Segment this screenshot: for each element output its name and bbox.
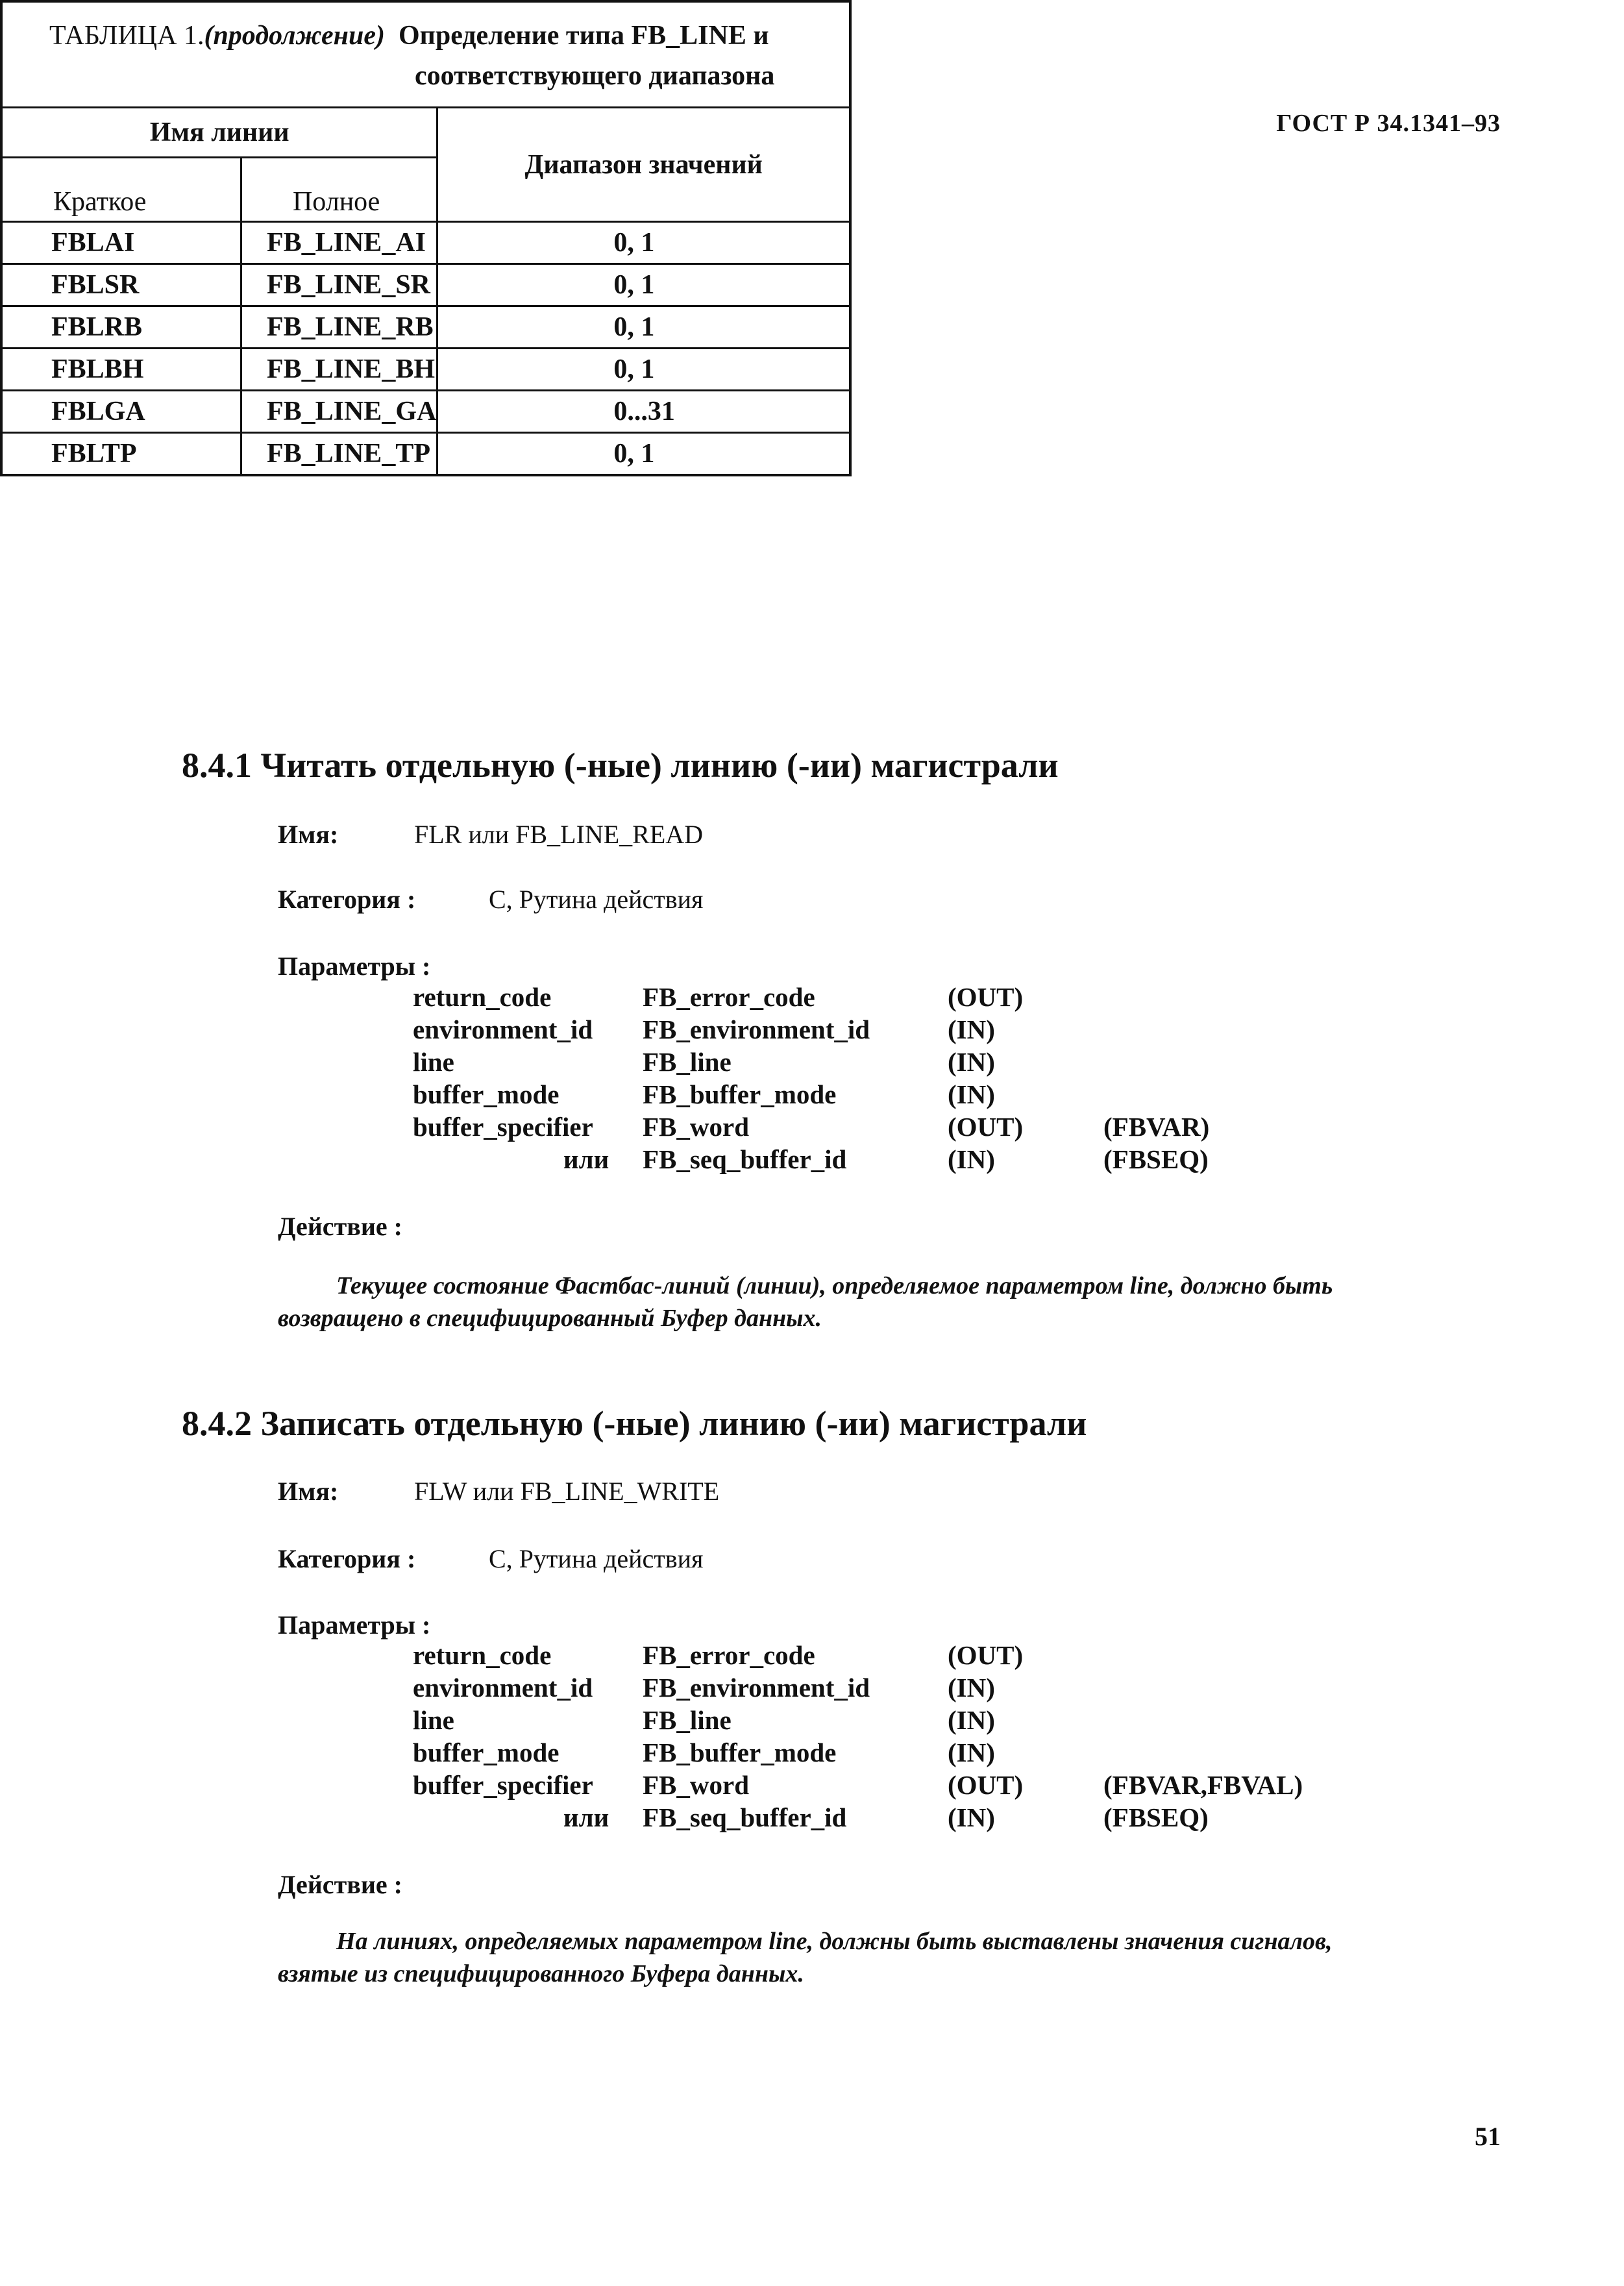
param-name: или bbox=[563, 1802, 609, 1832]
cell-short: FBLAI bbox=[1, 222, 241, 264]
params-label: Параметры : bbox=[278, 1610, 431, 1640]
param-direction: (OUT) bbox=[948, 1112, 1024, 1142]
param-direction: (IN) bbox=[948, 1705, 995, 1735]
param-type: FB_line bbox=[643, 1047, 732, 1077]
params-label: Параметры : bbox=[278, 952, 431, 981]
name-row bbox=[278, 1476, 720, 1506]
col-short-header: Краткое bbox=[1, 158, 241, 222]
param-name: return_code bbox=[413, 982, 552, 1012]
category-row bbox=[278, 1543, 704, 1574]
param-name: buffer_specifier bbox=[413, 1770, 593, 1800]
cell-range: 0, 1 bbox=[437, 349, 850, 391]
param-direction: (IN) bbox=[948, 1802, 995, 1832]
cell-range: 0, 1 bbox=[437, 433, 850, 476]
col-range-header: Диапазон значений bbox=[437, 108, 850, 222]
caption-title-line1: Определение типа FB_LINE и bbox=[398, 21, 769, 51]
action-line: взятые из специфицированного Буфера данных. bbox=[278, 1960, 804, 1987]
param-name: environment_id bbox=[413, 1014, 593, 1044]
col-full-header: Полное bbox=[241, 158, 437, 222]
param-name: line bbox=[413, 1705, 454, 1735]
param-name: или bbox=[563, 1144, 609, 1174]
caption-title-line2: соответствующего диапазона bbox=[415, 61, 775, 91]
param-type: FB_environment_id bbox=[643, 1673, 870, 1702]
param-direction: (OUT) bbox=[948, 1640, 1024, 1670]
table-row bbox=[1, 349, 850, 391]
param-direction: (IN) bbox=[948, 1079, 995, 1109]
caption-prefix: ТАБЛИЦА 1. bbox=[49, 21, 204, 51]
action-description bbox=[278, 1925, 1511, 1990]
param-direction: (IN) bbox=[948, 1738, 995, 1767]
action-line: Текущее состояние Фастбас-линий (линии), определяемое параметром line, должно быть bbox=[336, 1272, 1333, 1299]
page-number: 51 bbox=[1475, 2122, 1501, 2151]
cell-range: 0...31 bbox=[437, 391, 850, 433]
col-group-header: Имя линии bbox=[1, 108, 437, 158]
param-type: FB_line bbox=[643, 1705, 732, 1735]
param-direction: (IN) bbox=[948, 1047, 995, 1077]
param-direction: (OUT) bbox=[948, 982, 1024, 1012]
caption-continuation: (продолжение) bbox=[204, 21, 385, 51]
table-row bbox=[1, 306, 850, 349]
param-extra: (FBVAR) bbox=[1103, 1112, 1210, 1142]
action-label: Действие : bbox=[278, 1212, 402, 1241]
param-name: buffer_mode bbox=[413, 1079, 560, 1109]
param-type: FB_environment_id bbox=[643, 1014, 870, 1044]
category-label: Категория : bbox=[278, 885, 416, 914]
param-name: environment_id bbox=[413, 1673, 593, 1702]
cell-range: 0, 1 bbox=[437, 306, 850, 349]
param-type: FB_buffer_mode bbox=[643, 1079, 837, 1109]
param-name: buffer_mode bbox=[413, 1738, 560, 1767]
category-label: Категория : bbox=[278, 1544, 416, 1573]
cell-short: FBLGA bbox=[1, 391, 241, 433]
cell-range: 0, 1 bbox=[437, 264, 850, 306]
category-value: С, Рутина действия bbox=[489, 885, 704, 914]
table-row bbox=[1, 222, 850, 264]
param-name: return_code bbox=[413, 1640, 552, 1670]
name-label: Имя: bbox=[278, 1477, 339, 1506]
category-value: С, Рутина действия bbox=[489, 1544, 704, 1573]
param-direction: (IN) bbox=[948, 1673, 995, 1702]
cell-range: 0, 1 bbox=[437, 222, 850, 264]
table-row bbox=[1, 264, 850, 306]
param-type: FB_word bbox=[643, 1770, 749, 1800]
cell-full: FB_LINE_SR bbox=[241, 264, 437, 306]
cell-short: FBLRB bbox=[1, 306, 241, 349]
action-label: Действие : bbox=[278, 1870, 402, 1899]
param-extra: (FBVAR,FBVAL) bbox=[1103, 1770, 1303, 1800]
cell-full: FB_LINE_RB bbox=[241, 306, 437, 349]
table-caption bbox=[1, 1, 850, 108]
param-name: line bbox=[413, 1047, 454, 1077]
section-heading: 8.4.2 Записать отдельную (-ные) линию (-ии) магистрали bbox=[182, 1404, 1087, 1443]
document-id-header: ГОСТ Р 34.1341–93 bbox=[1276, 110, 1501, 137]
cell-short: FBLTP bbox=[1, 433, 241, 476]
action-line: На линиях, определяемых параметром line, должны быть выставлены значения сигналов, bbox=[336, 1928, 1333, 1955]
name-label: Имя: bbox=[278, 820, 339, 849]
cell-short: FBLSR bbox=[1, 264, 241, 306]
table-row bbox=[1, 433, 850, 476]
line-type-table bbox=[0, 0, 852, 476]
param-extra: (FBSEQ) bbox=[1103, 1802, 1209, 1832]
param-extra: (FBSEQ) bbox=[1103, 1144, 1209, 1174]
name-value: FLW или FB_LINE_WRITE bbox=[414, 1477, 720, 1506]
param-type: FB_error_code bbox=[643, 1640, 815, 1670]
name-value: FLR или FB_LINE_READ bbox=[414, 820, 704, 849]
param-direction: (IN) bbox=[948, 1014, 995, 1044]
action-line: возвращено в специфицированный Буфер данных. bbox=[278, 1305, 822, 1332]
param-type: FB_seq_buffer_id bbox=[643, 1144, 847, 1174]
section-heading: 8.4.1 Читать отдельную (-ные) линию (-ии) магистрали bbox=[182, 746, 1059, 785]
action-description bbox=[278, 1270, 1511, 1334]
param-type: FB_seq_buffer_id bbox=[643, 1802, 847, 1832]
category-row bbox=[278, 884, 704, 915]
param-type: FB_error_code bbox=[643, 982, 815, 1012]
cell-full: FB_LINE_BH bbox=[241, 349, 437, 391]
cell-full: FB_LINE_TP bbox=[241, 433, 437, 476]
param-type: FB_buffer_mode bbox=[643, 1738, 837, 1767]
param-type: FB_word bbox=[643, 1112, 749, 1142]
cell-short: FBLBH bbox=[1, 349, 241, 391]
param-name: buffer_specifier bbox=[413, 1112, 593, 1142]
param-direction: (OUT) bbox=[948, 1770, 1024, 1800]
cell-full: FB_LINE_GA bbox=[241, 391, 437, 433]
name-row bbox=[278, 819, 704, 850]
cell-full: FB_LINE_AI bbox=[241, 222, 437, 264]
param-direction: (IN) bbox=[948, 1144, 995, 1174]
table-row bbox=[1, 391, 850, 433]
